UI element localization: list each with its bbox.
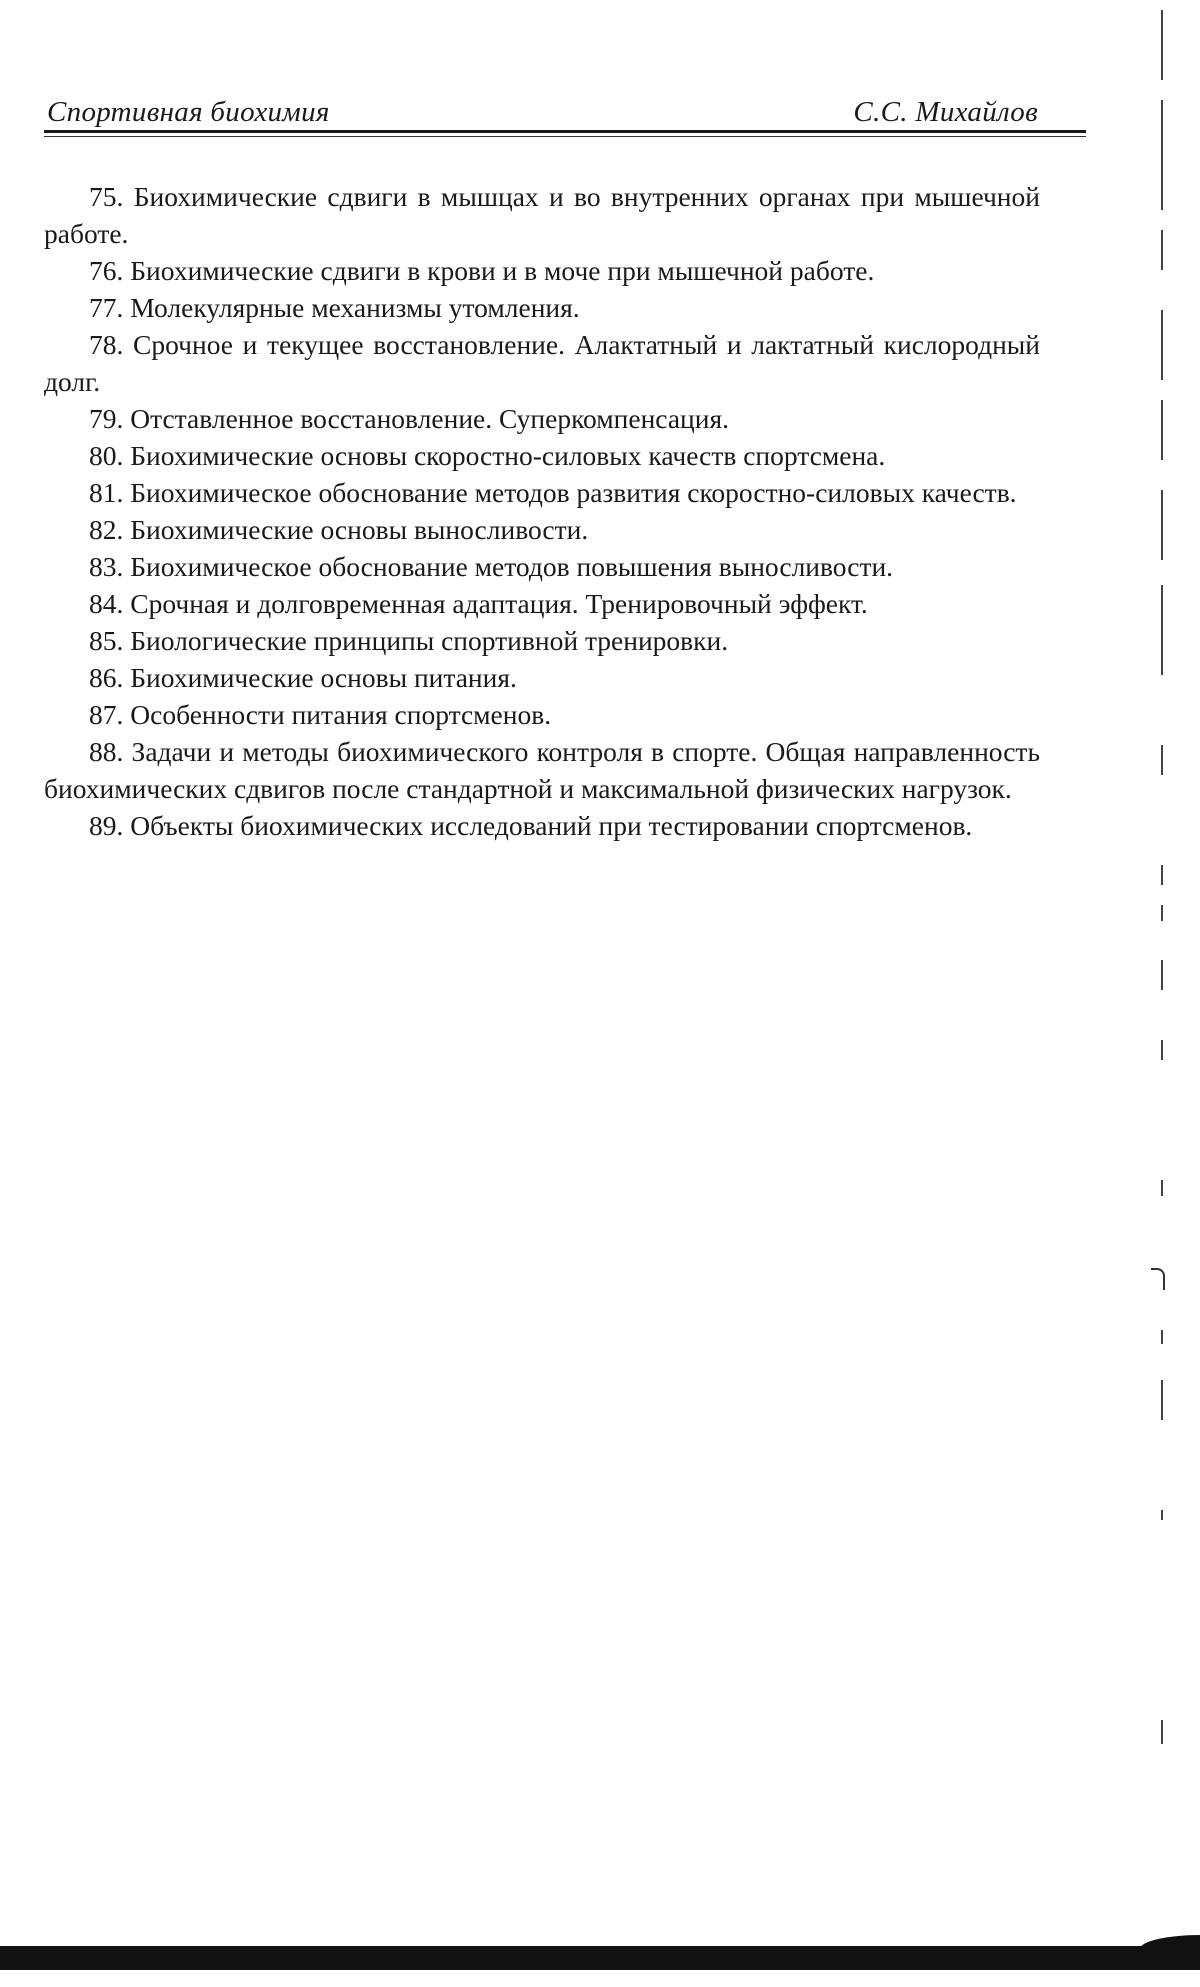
scan-edge-mark [1161, 230, 1163, 270]
question-85: 85. Биологические принципы спортивной тренировки. [89, 625, 729, 656]
question-87: 87. Особенности питания спортсменов. [89, 699, 552, 730]
scan-edge-mark [1161, 1180, 1163, 1196]
question-78: 78. Срочное и текущее восстановление. Алактатный и лактатный кислородный долг. [44, 329, 1040, 397]
question-84: 84. Срочная и долговременная адаптация. Тренировочный эффект. [89, 588, 868, 619]
scan-edge-mark [1161, 1330, 1163, 1344]
header-rule-thin [44, 136, 1086, 137]
question-81: 81. Биохимическое обоснование методов развития скоростно-силовых качеств. [89, 477, 1017, 508]
scan-edge-mark [1161, 585, 1163, 675]
header-rules [44, 0, 1086, 140]
question-86: 86. Биохимические основы питания. [89, 662, 517, 693]
question-75: 75. Биохимические сдвиги в мышцах и во внутренних органах при мышечной работе. [44, 181, 1040, 249]
scan-edge-mark [1161, 1380, 1163, 1420]
scan-edge-mark [1161, 1040, 1163, 1060]
question-79: 79. Отставленное восстановление. Суперкомпенсация. [89, 403, 730, 434]
scan-edge-mark [1161, 865, 1163, 885]
scan-edge-mark [1161, 400, 1163, 460]
author-name: С.С. Михайлов [853, 96, 1038, 128]
scan-edge-mark [1161, 10, 1163, 80]
scan-edge-hook [1151, 1268, 1165, 1290]
scan-edge-mark [1161, 100, 1163, 210]
scan-bottom-edge [0, 1946, 1200, 1970]
question-83: 83. Биохимическое обоснование методов повышения выносливости. [89, 551, 894, 582]
question-89: 89. Объекты биохимических исследований при тестировании спортсменов. [89, 810, 973, 841]
scan-edge-mark [1161, 1510, 1163, 1520]
scan-edge-mark [1161, 745, 1163, 775]
scan-edge-mark [1161, 960, 1163, 990]
question-82: 82. Биохимические основы выносливости. [89, 514, 589, 545]
scan-edge-mark [1161, 310, 1163, 380]
question-list [44, 178, 1040, 844]
question-80: 80. Биохимические основы скоростно-силовых качеств спортсмена. [89, 440, 886, 471]
scan-edge-mark [1161, 490, 1163, 560]
question-88: 88. Задачи и методы биохимического контроля в спорте. Общая направленность биохимических сдвигов после стандартной и максимальной физических нагрузок. [44, 736, 1040, 804]
scan-edge-mark [1161, 905, 1163, 921]
header-rule-thick [44, 130, 1086, 133]
scan-edge-mark [1161, 1720, 1163, 1744]
question-76: 76. Биохимические сдвиги в крови и в моче при мышечной работе. [89, 255, 875, 286]
book-title: Спортивная биохимия [47, 96, 330, 128]
question-77: 77. Молекулярные механизмы утомления. [89, 292, 580, 323]
